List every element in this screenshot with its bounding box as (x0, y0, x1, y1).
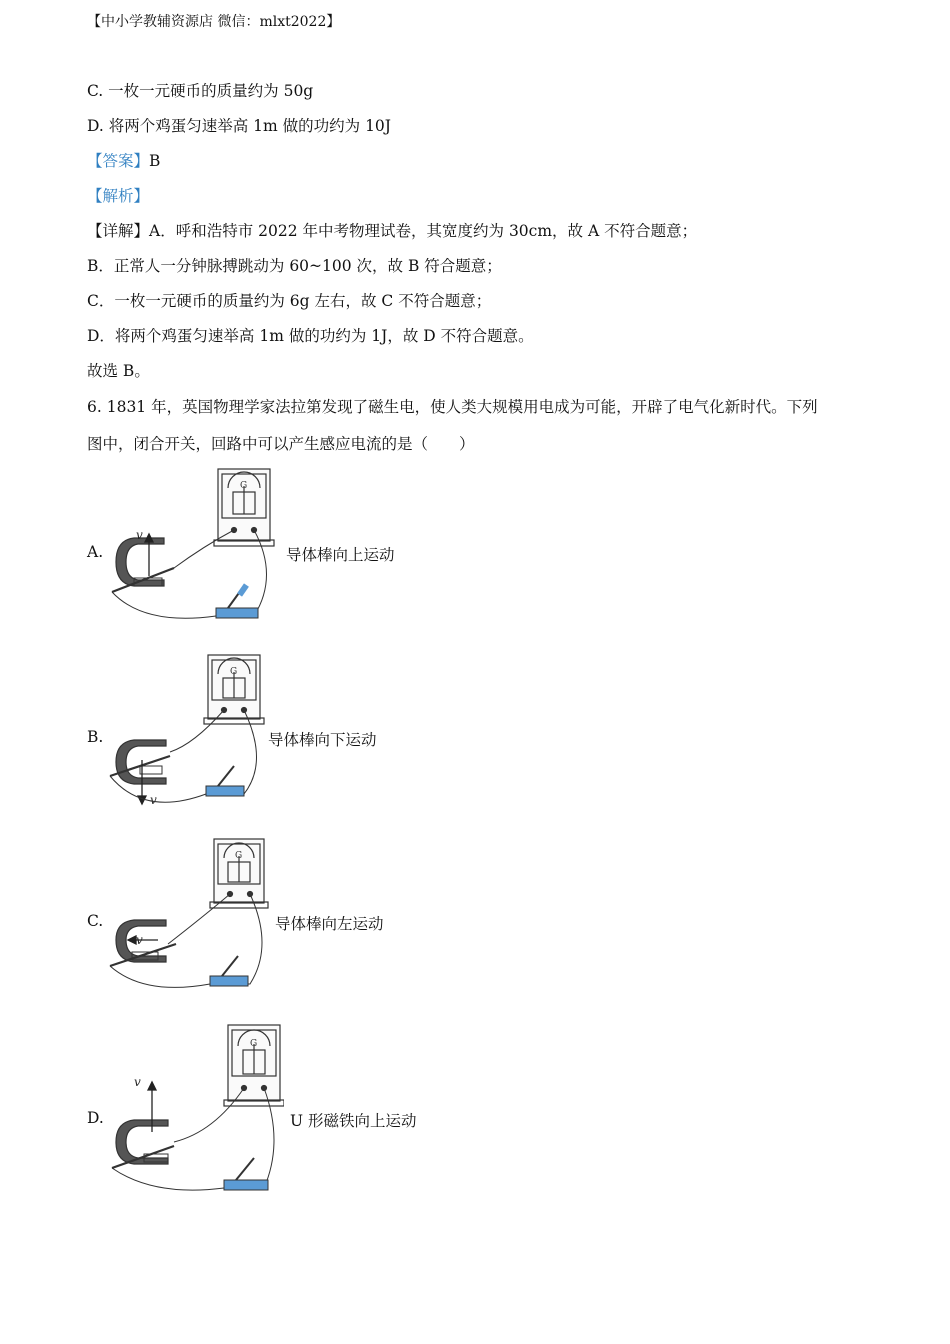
meter-letter: G (230, 667, 238, 677)
option-a-caption: 导体棒向上运动 (286, 546, 395, 564)
velocity-label: v (134, 1075, 141, 1089)
meter-letter: G (240, 481, 248, 491)
switch (206, 766, 244, 796)
analysis-tag: 【解析】 (87, 187, 150, 205)
option-d-label: D. (87, 1109, 104, 1127)
option-b-figure (104, 652, 279, 817)
option-a-label: A. (87, 543, 104, 561)
option-c-caption: 导体棒向左运动 (275, 915, 384, 933)
detail-line-a (87, 221, 697, 241)
u-magnet (116, 740, 166, 784)
galvanometer (210, 839, 268, 908)
question6-line1: 6. 1831 年，英国物理学家法拉第发现了磁生电，使人类大规模用电成为可能，开辟了电气化新时代。下列 (87, 398, 818, 416)
rod-support (140, 766, 162, 774)
option-c-figure (104, 836, 279, 996)
velocity-label: v (150, 793, 157, 807)
velocity-label: v (136, 933, 143, 947)
wire-2 (209, 710, 257, 794)
switch (216, 583, 258, 618)
answer-line (87, 151, 160, 171)
wire-3 (112, 1168, 224, 1190)
prev-option-c: C. 一枚一元硬币的质量约为 50g (87, 82, 314, 100)
detail-conclusion: 故选 B。 (87, 362, 150, 380)
switch (210, 956, 248, 986)
detail-line-c: C．一枚一元硬币的质量约为 6g 左右，故 C 不符合题意； (87, 292, 492, 310)
velocity-arrow (145, 534, 153, 576)
option-c-label: C. (87, 912, 104, 930)
detail-tag: 【详解】 (87, 222, 150, 240)
galvanometer (224, 1025, 284, 1106)
velocity-label: v (136, 528, 143, 542)
detail-a-text: A．呼和浩特市 2022 年中考物理试卷，其宽度约为 30cm，故 A 不符合题意； (149, 222, 698, 240)
page-header: 【中小学教辅资源店 微信：mlxt2022】 (87, 14, 341, 30)
question6-line2: 图中，闭合开关，回路中可以产生感应电流的是（ ） (87, 435, 475, 453)
answer-value: B (149, 152, 161, 170)
wire-3 (112, 592, 216, 618)
option-d-caption: U 形磁铁向上运动 (290, 1112, 417, 1130)
velocity-arrow (128, 936, 158, 944)
wire-1 (168, 894, 230, 944)
prev-option-d: D. 将两个鸡蛋匀速举高 1m 做的功约为 10J (87, 117, 392, 135)
meter-letter: G (235, 851, 243, 861)
wire-3 (110, 966, 210, 987)
meter-letter: G (250, 1039, 258, 1049)
detail-line-d: D．将两个鸡蛋匀速举高 1m 做的功约为 1J，故 D 不符合题意。 (87, 327, 534, 345)
detail-line-b: B．正常人一分钟脉搏跳动为 60~100 次，故 B 符合题意； (87, 257, 502, 275)
option-a-figure (104, 466, 279, 626)
option-b-label: B. (87, 728, 104, 746)
option-d-figure (104, 1022, 284, 1197)
galvanometer (214, 469, 274, 546)
answer-tag: 【答案】 (87, 152, 150, 170)
option-b-caption: 导体棒向下运动 (268, 731, 377, 749)
u-magnet (116, 538, 164, 586)
galvanometer (204, 655, 264, 724)
wire-2 (219, 530, 267, 616)
switch (224, 1158, 268, 1190)
